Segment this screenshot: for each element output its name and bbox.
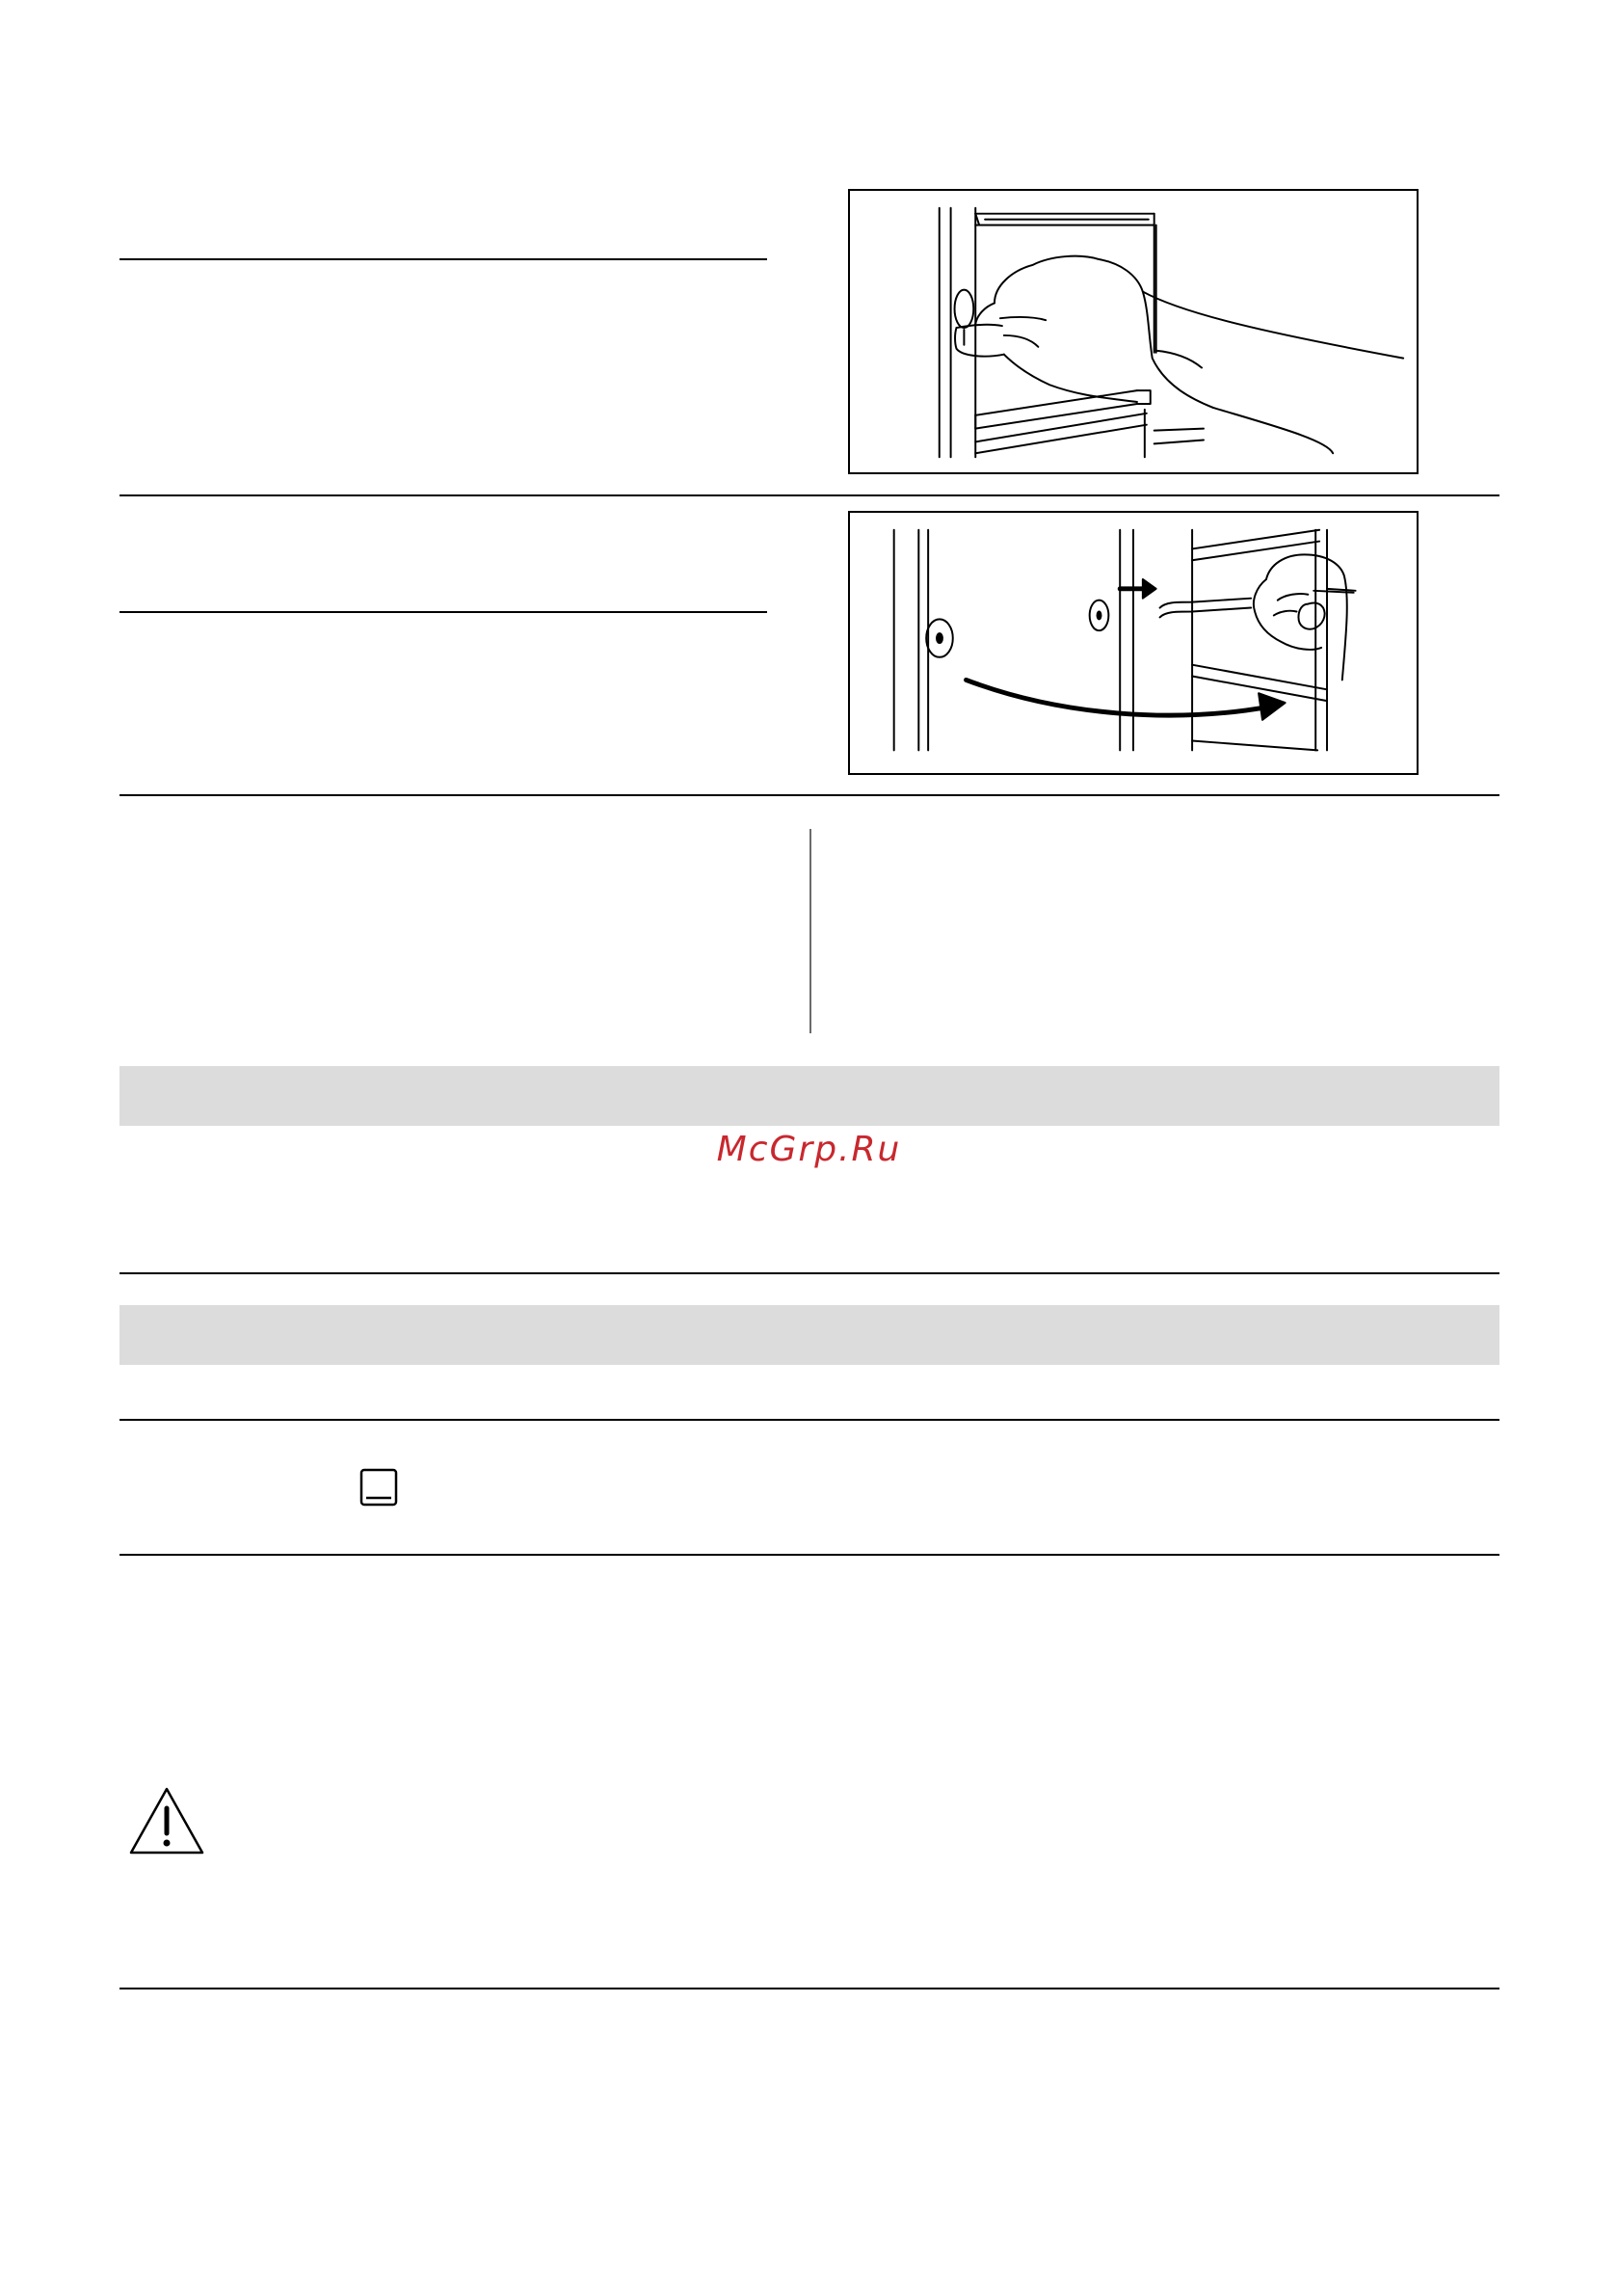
heading-band-1 — [119, 1066, 1499, 1126]
install-shelf-support-figure — [848, 511, 1419, 775]
section-rule-2 — [119, 494, 1499, 496]
oven-light-icon — [358, 1467, 399, 1508]
section-rule-5 — [119, 1272, 1499, 1274]
section-rule-8 — [119, 1988, 1499, 1989]
section-rule-3 — [119, 611, 767, 613]
watermark: McGrp.Ru — [716, 1130, 902, 1169]
section-rule-6 — [119, 1419, 1499, 1421]
section-rule-7 — [119, 1554, 1499, 1556]
hand-pulling-shelf-support-icon — [850, 191, 1417, 472]
heading-band-2 — [119, 1305, 1499, 1365]
section-rule-4 — [119, 794, 1499, 796]
hand-inserting-shelf-support-icon — [850, 513, 1417, 773]
column-divider — [809, 829, 811, 1033]
section-rule-1 — [119, 258, 767, 260]
warning-triangle-icon — [127, 1785, 206, 1856]
remove-shelf-support-figure — [848, 189, 1419, 474]
